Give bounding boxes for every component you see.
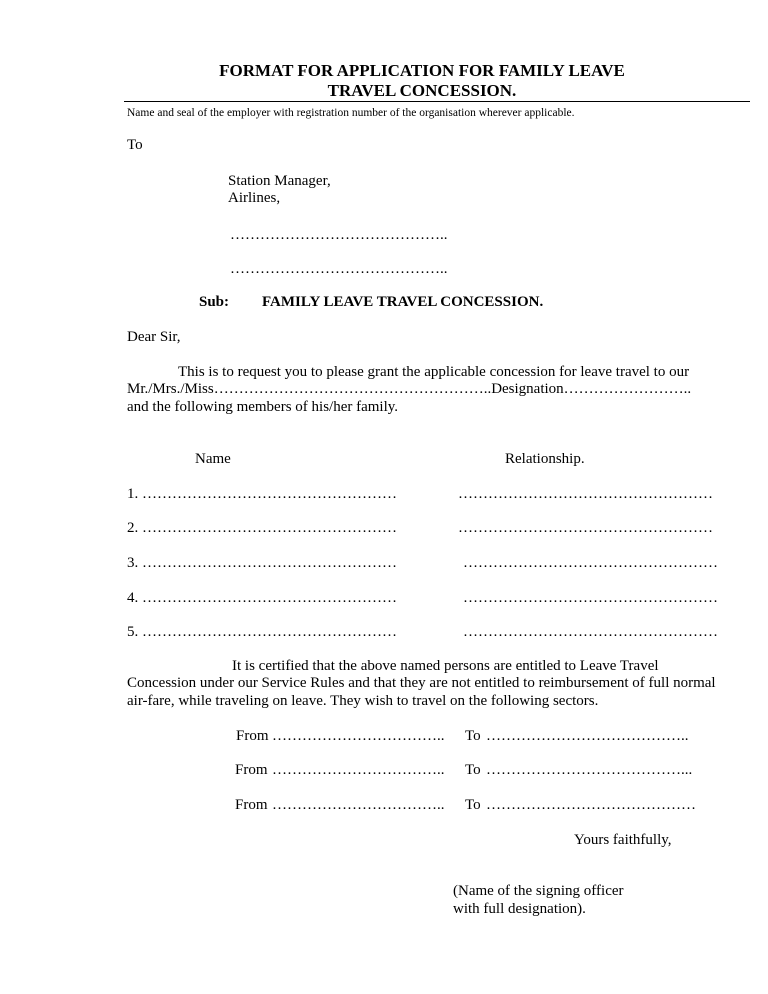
addressee-blank-1: …………………………………….. [230,227,448,243]
sector-to-blank: …………………………………... [486,762,693,778]
to-label: To [127,137,143,153]
sector-from-blank: …………………………….. [272,762,445,778]
member-name-row: 2. …………………………………………… [127,520,397,536]
closing: Yours faithfully, [574,832,672,848]
certification-line-1: It is certified that the above named persons are entitled to Leave Travel [232,658,659,674]
certification-line-3: air-fare, while traveling on leave. They wish to travel on the following sectors. [127,693,599,709]
signature-note-line-2: with full designation). [453,901,586,917]
sector-to-label: To [465,762,481,778]
certification-line-2: Concession under our Service Rules and that they are not entitled to reimbursement of full normal [127,675,716,691]
member-relationship-row: …………………………………………… [463,590,718,606]
column-header-name: Name [195,451,231,467]
signature-note-line-1: (Name of the signing officer [453,883,624,899]
sector-to-blank: ………………………………….. [486,728,689,744]
subject-text: FAMILY LEAVE TRAVEL CONCESSION. [262,294,544,310]
sector-to-blank: …………………………………… [486,797,696,813]
addressee-blank-2: …………………………………….. [230,261,448,277]
member-relationship-row: …………………………………………… [463,624,718,640]
request-line-3: and the following members of his/her family. [127,399,399,415]
page-title-line-2: TRAVEL CONCESSION. [327,81,517,100]
request-line-2: Mr./Mrs./Miss………………………………………………..Designation…………………….. [127,381,692,397]
sector-to-label: To [465,797,481,813]
member-name-row: 4. …………………………………………… [127,590,397,606]
employer-note: Name and seal of the employer with registration number of the organisation wherever applicable. [127,107,575,119]
sector-to-label: To [465,728,481,744]
request-line-1: This is to request you to please grant the applicable concession for leave travel to our [178,364,690,380]
member-relationship-row: …………………………………………… [458,520,713,536]
subject-label: Sub: [199,294,230,310]
sector-from-label: From [236,728,269,744]
title-divider [124,101,750,102]
addressee-line-1: Station Manager, [228,173,331,189]
member-relationship-row: …………………………………………… [463,555,718,571]
member-name-row: 1. …………………………………………… [127,486,397,502]
member-name-row: 3. …………………………………………… [127,555,397,571]
addressee-line-2: Airlines, [228,190,281,206]
member-name-row: 5. …………………………………………… [127,624,397,640]
sector-from-label: From [235,762,268,778]
column-header-relationship: Relationship. [505,451,585,467]
sector-from-label: From [235,797,268,813]
member-relationship-row: …………………………………………… [458,486,713,502]
sector-from-blank: …………………………….. [272,728,445,744]
page-title-line-1: FORMAT FOR APPLICATION FOR FAMILY LEAVE [219,61,625,80]
sector-from-blank: …………………………….. [272,797,445,813]
salutation: Dear Sir, [127,329,181,345]
